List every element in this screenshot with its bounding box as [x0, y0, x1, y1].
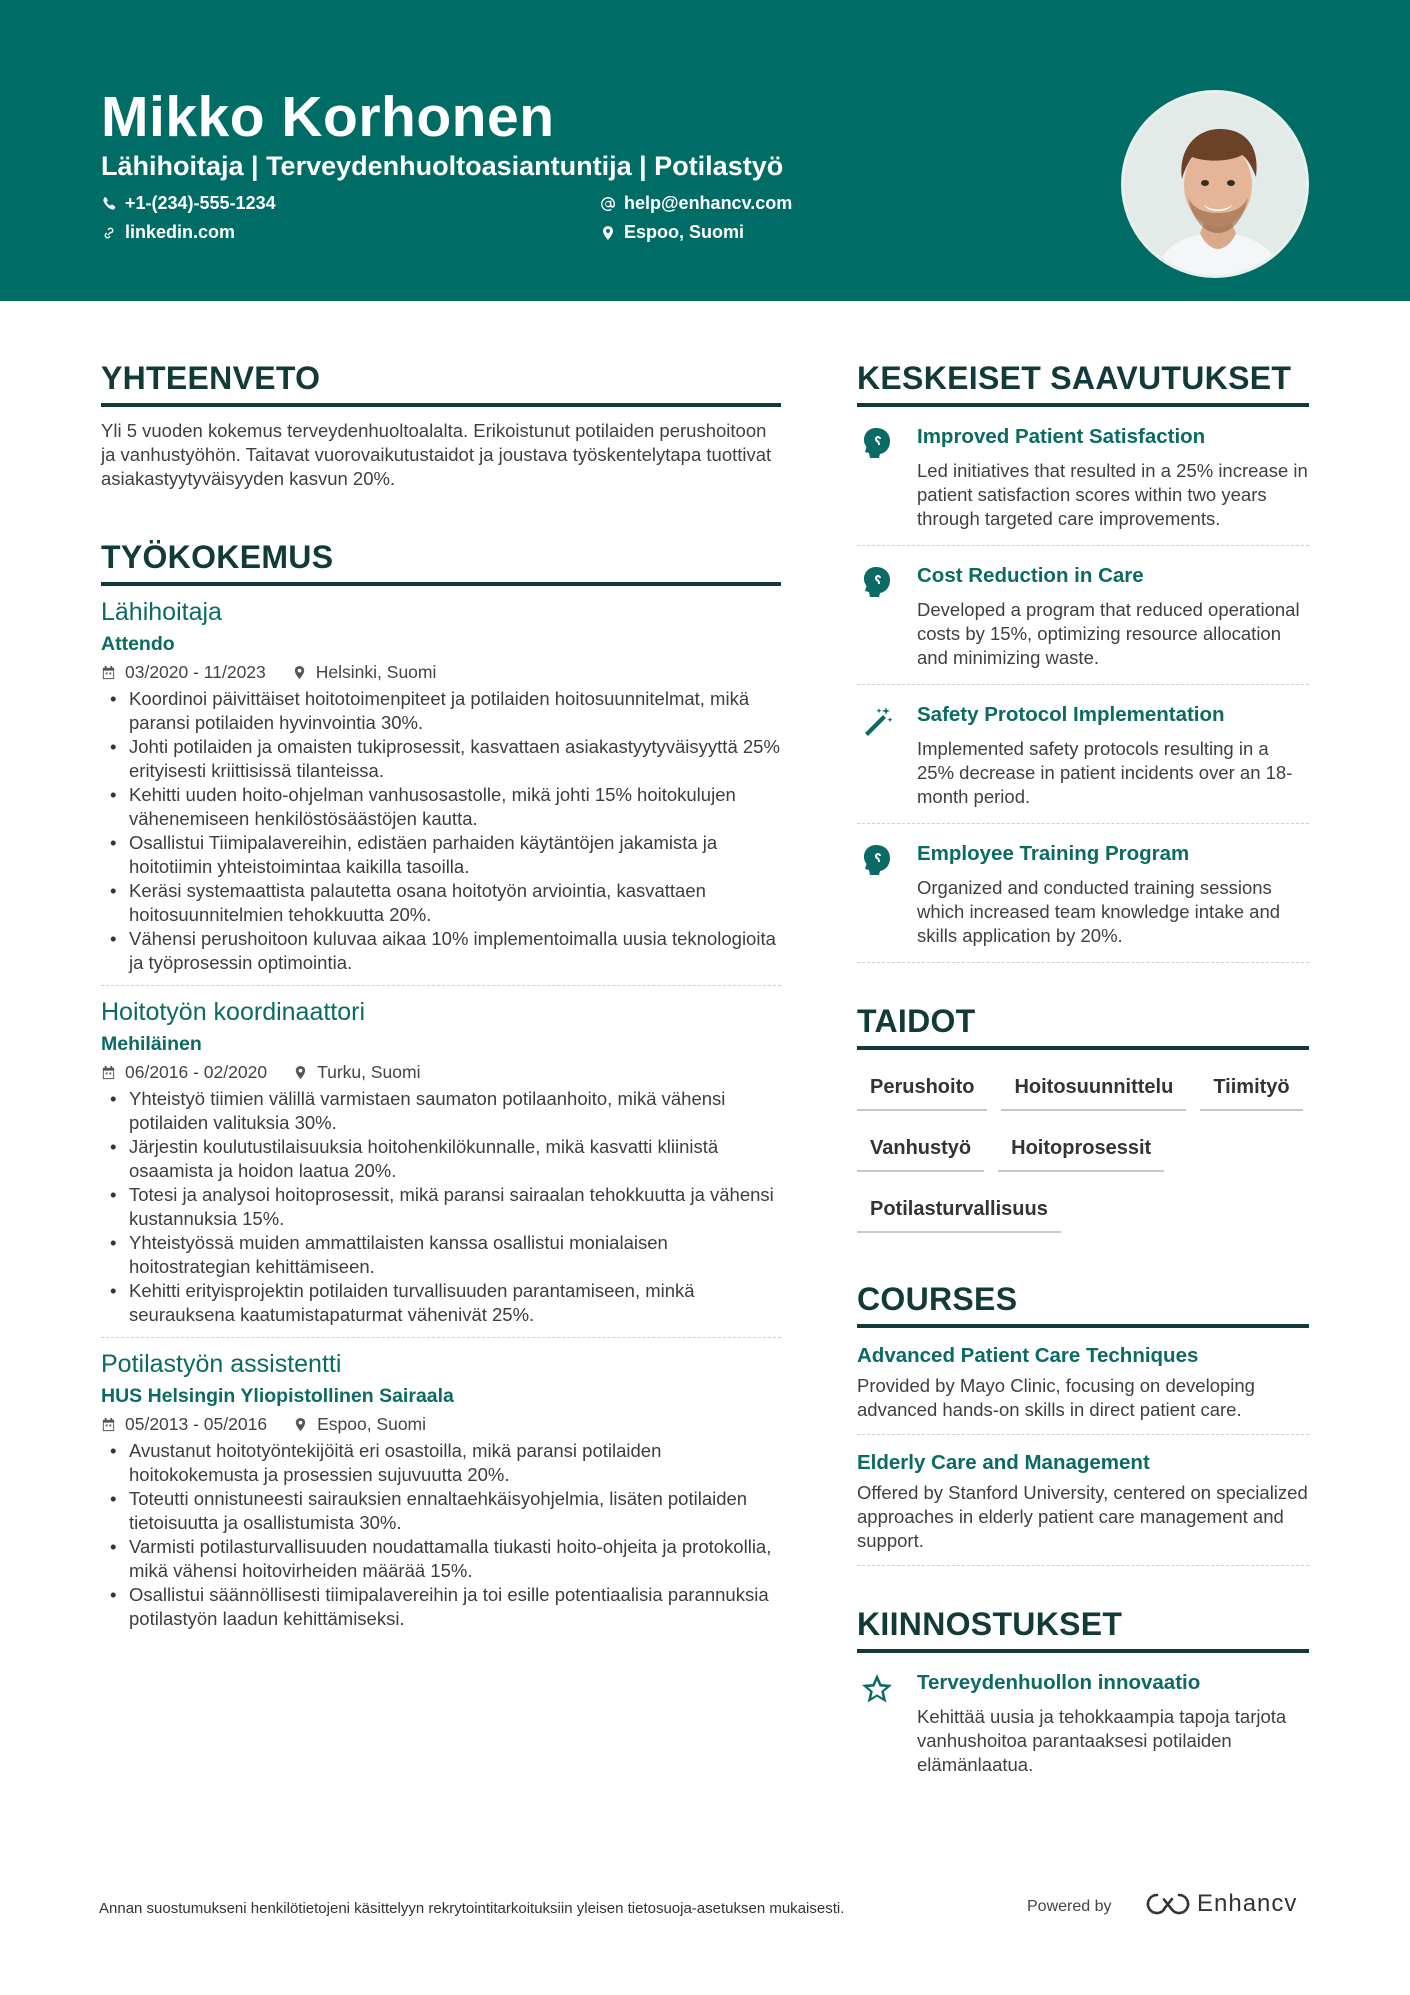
profile-photo	[1121, 90, 1309, 278]
section-title-interests: KIINNOSTUKSET	[857, 1606, 1309, 1653]
contact-linkedin[interactable]	[101, 222, 235, 243]
job-bullets	[101, 1439, 781, 1631]
calendar-icon	[101, 1065, 116, 1080]
job-meta	[101, 1414, 781, 1435]
job-dates: 03/2020 - 11/2023	[125, 662, 266, 682]
section-title-courses: COURSES	[857, 1281, 1309, 1328]
job-title: Lähihoitaja	[101, 598, 222, 626]
interest-desc: Kehittää uusia ja tehokkaampia tapoja tarjota vanhushoitoa parantaaksesi potilaiden elämänlaatua.	[917, 1706, 1287, 1775]
candidate-name: Mikko Korhonen	[101, 85, 555, 149]
job-company: Mehiläinen	[101, 1033, 202, 1055]
achievement-item	[857, 824, 1309, 963]
job-dates: 05/2013 - 05/2016	[125, 1414, 268, 1434]
job-title: Hoitotyön koordinaattori	[101, 998, 366, 1026]
achievement-desc: Implemented safety protocols resulting in a 25% decrease in patient incidents over an 18-month period.	[917, 738, 1293, 807]
skill-tag: Potilasturvallisuus	[857, 1186, 1061, 1233]
link-icon	[101, 225, 117, 241]
job-entry	[101, 598, 781, 986]
job-location: Helsinki, Suomi	[315, 662, 437, 682]
achievement-desc: Organized and conducted training sessions which increased team knowledge intake and skills application by 20%.	[917, 877, 1281, 946]
head-icon	[859, 425, 895, 461]
section-title-summary: YHTEENVETO	[101, 360, 781, 407]
linkedin-text: linkedin.com	[125, 222, 236, 242]
location-pin-icon	[600, 225, 616, 241]
magic-wand-icon	[859, 703, 895, 739]
section-title-experience: TYÖKOKEMUS	[101, 539, 781, 586]
list-item: • Osallistui Tiimipalavereihin, edistäen parhaiden käytäntöjen jakamista ja hoitotiimin yhteistoimintaa kaikilla tasoilla.	[101, 831, 781, 879]
job-company: Attendo	[101, 633, 175, 655]
job-bullets	[101, 687, 781, 975]
job-meta	[101, 1062, 781, 1083]
location-pin-icon	[292, 665, 307, 680]
achievement-desc: Led initiatives that resulted in a 25% increase in patient satisfaction scores within two years through targeted care improvements.	[917, 460, 1308, 529]
email-text: help@enhancv.com	[624, 193, 793, 213]
brand-name: Enhancv	[1197, 1890, 1298, 1917]
achievement-item	[857, 685, 1309, 824]
location-pin-icon	[293, 1065, 308, 1080]
list-item: • Osallistui säännöllisesti tiimipalavereihin ja toi esille potentiaalisia parannuksia potilastyön laadun kehittämiseksi.	[101, 1583, 781, 1631]
summary-text: Yli 5 vuoden kokemus terveydenhuoltoalalta. Erikoistunut potilaiden perushoitoon ja vanhustyöhön. Taitavat vuorovaikutustaidot ja joustava työskentelytapa tuottivat asiakastyytyväisyyden kasvun 20%.	[101, 420, 772, 489]
course-desc: Provided by Mayo Clinic, focusing on developing advanced hands-on skills in direct patient care.	[857, 1375, 1255, 1420]
calendar-icon	[101, 1417, 116, 1432]
contact-email[interactable]	[600, 193, 792, 214]
star-icon	[859, 1671, 895, 1707]
list-item: • Vähensi perushoitoon kuluvaa aikaa 10% implementoimalla uusia teknologioita ja työprosessin optimointia.	[101, 927, 781, 975]
achievement-desc: Developed a program that reduced operational costs by 15%, optimizing resource allocation and minimizing waste.	[917, 599, 1300, 668]
course-desc: Offered by Stanford University, centered on specialized approaches in elderly patient care management and support.	[857, 1482, 1308, 1551]
left-column	[101, 360, 781, 1631]
location-pin-icon	[293, 1417, 308, 1432]
list-item: • Koordinoi päivittäiset hoitotoimenpiteet ja potilaiden hoitosuunnitelmat, mikä paransi potilaiden hyvinvointia 30%.	[101, 687, 781, 735]
job-dates: 06/2016 - 02/2020	[125, 1062, 268, 1082]
list-item: • Kehitti erityisprojektin potilaiden turvallisuuden parantamiseen, minkä seurauksena kaatumistapaturmat vähenivät 25%.	[101, 1279, 781, 1327]
job-title: Potilastyön assistentti	[101, 1350, 342, 1378]
job-company: HUS Helsingin Yliopistollinen Sairaala	[101, 1385, 454, 1407]
achievement-item	[857, 546, 1309, 685]
list-item: • Avustanut hoitotyöntekijöitä eri osastoilla, mikä paransi potilaiden hoitokokemusta ja prosessien sujuvuutta 20%.	[101, 1439, 781, 1487]
job-location: Turku, Suomi	[317, 1062, 421, 1082]
phone-icon	[101, 196, 117, 212]
list-item: • Toteutti onnistuneesti sairauksien ennaltaehkäisyohjelmia, lisäten potilaiden tietoisuutta ja osallistumista 30%.	[101, 1487, 781, 1535]
skill-tag: Tiimityö	[1200, 1064, 1302, 1111]
section-title-achievements: KESKEISET SAAVUTUKSET	[857, 360, 1309, 407]
phone-text: +1-(234)-555-1234	[125, 193, 276, 213]
achievement-title: Cost Reduction in Care	[917, 564, 1144, 587]
brand-logo[interactable]	[1145, 1890, 1297, 1918]
candidate-headline: Lähihoitaja | Terveydenhuoltoasiantuntija | Potilastyö	[101, 151, 784, 181]
list-item: • Yhteistyö tiimien välillä varmistaen saumaton potilaanhoito, mikä vähensi potilaiden valituksia 30%.	[101, 1087, 781, 1135]
powered-by-label: Powered by	[1027, 1898, 1112, 1915]
skills-list	[857, 1064, 1309, 1247]
right-column	[857, 360, 1309, 1791]
head-icon	[859, 564, 895, 600]
gdpr-consent: Annan suostumukseni henkilötietojeni käsittelyyn rekrytointitarkoituksiin yleisen tietosuoja-asetuksen mukaisesti.	[99, 1900, 845, 1917]
interest-item	[857, 1653, 1309, 1791]
divider	[101, 985, 781, 986]
divider	[101, 1337, 781, 1338]
list-item: • Keräsi systemaattista palautetta osana hoitotyön arviointia, kasvattaen hoitosuunnitelmien tehokkuutta 20%.	[101, 879, 781, 927]
course-item	[857, 1328, 1309, 1435]
achievement-title: Improved Patient Satisfaction	[917, 425, 1206, 448]
job-meta	[101, 662, 781, 683]
resume-header	[0, 0, 1410, 301]
list-item: • Varmisti potilasturvallisuuden noudattamalla tiukasti hoito-ohjeita ja protokollia, mikä vähensi hoitovirheiden määrää 15%.	[101, 1535, 781, 1583]
enhancv-logo-icon	[1145, 1891, 1191, 1917]
section-title-skills: TAIDOT	[857, 1003, 1309, 1050]
location-text: Espoo, Suomi	[624, 222, 745, 242]
skill-tag: Vanhustyö	[857, 1125, 984, 1172]
list-item: • Johti potilaiden ja omaisten tukiprosessit, kasvattaen asiakastyytyväisyyttä 25% erityisesti kriittisissä tilanteissa.	[101, 735, 781, 783]
skill-tag: Hoitoprosessit	[998, 1125, 1164, 1172]
calendar-icon	[101, 665, 116, 680]
job-entry	[101, 998, 781, 1338]
interest-title: Terveydenhuollon innovaatio	[917, 1671, 1201, 1694]
contact-location	[600, 222, 744, 243]
head-icon	[859, 842, 895, 878]
skill-tag: Perushoito	[857, 1064, 987, 1111]
achievement-title: Safety Protocol Implementation	[917, 703, 1225, 726]
contact-phone[interactable]	[101, 193, 276, 214]
job-bullets	[101, 1087, 781, 1327]
achievement-title: Employee Training Program	[917, 842, 1190, 865]
skill-tag: Hoitosuunnittelu	[1001, 1064, 1186, 1111]
job-entry	[101, 1350, 781, 1631]
list-item: • Kehitti uuden hoito-ohjelman vanhusosastolle, mikä johti 15% hoitokulujen vähenemiseen henkilöstösäästöjen kautta.	[101, 783, 781, 831]
course-title: Elderly Care and Management	[857, 1451, 1150, 1474]
job-location: Espoo, Suomi	[317, 1414, 427, 1434]
at-icon	[600, 196, 616, 212]
list-item: • Yhteistyössä muiden ammattilaisten kanssa osallistui monialaisen hoitostrategian kehittämiseen.	[101, 1231, 781, 1279]
list-item: • Totesi ja analysoi hoitoprosessit, mikä paransi sairaalan tehokkuutta ja vähensi kustannuksia 15%.	[101, 1183, 781, 1231]
list-item: • Järjestin koulutustilaisuuksia hoitohenkilökunnalle, mikä kasvatti kliinistä osaamista ja hoidon laatua 20%.	[101, 1135, 781, 1183]
course-title: Advanced Patient Care Techniques	[857, 1344, 1199, 1367]
course-item	[857, 1435, 1309, 1566]
achievement-item	[857, 407, 1309, 546]
